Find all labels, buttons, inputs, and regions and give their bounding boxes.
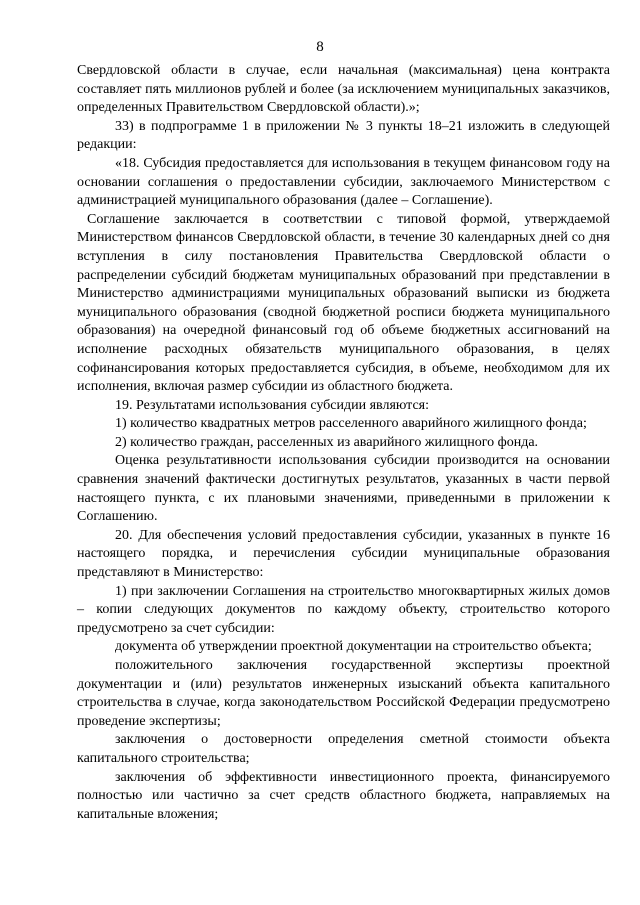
document-body xyxy=(77,62,610,824)
paragraph: 1) при заключении Соглашения на строительство многоквартирных жилых домов – копии следующих документов по каждому объекту, строительство которого предусмотрено за счет субсидии: xyxy=(77,583,610,636)
paragraph: 20. Для обеспечения условий предоставления субсидии, указанных в пункте 16 настоящего порядка, и перечисления субсидии муниципальные образования представляют в Министерство: xyxy=(77,527,610,581)
paragraph: 1) количество квадратных метров расселенного аварийного жилищного фонда; xyxy=(115,416,587,432)
paragraph: 33) в подпрограмме 1 в приложении № 3 пункты 18–21 изложить в следующей редакции: xyxy=(77,118,610,153)
page-number: 8 xyxy=(316,39,324,55)
paragraph: 19. Результатами использования субсидии являются: xyxy=(115,397,430,413)
paragraph: «18. Субсидия предоставляется для использования в текущем финансовом году на основании соглашения о предоставлении субсидии, заключаемого Министерством с администрацией муниципального образования (далее – Соглашение). xyxy=(77,155,610,209)
paragraph: Соглашение заключается в соответствии с типовой формой, утверждаемой Министерством финансов Свердловской области, в течение 30 календарных дней со дня вступления в силу постановления Правительства Свердловской области о распределении субсидий бюджетам муниципальных образований при представлении в Министерство администрациями муниципальных образований выписки из бюджета муниципального образования (сводной бюджетной росписи бюджета муниципального образования) на очередной финансовый год об объеме бюджетных ассигнований на исполнение расходных обязательств муниципального образования, в целях софинансирования которых предоставляется субсидия, в объеме, необходимом для их исполнения, включая размер субсидии из областного бюджета. xyxy=(77,211,610,395)
paragraph: заключения об эффективности инвестиционного проекта, финансируемого полностью или частично за счет средств областного бюджета, направляемых на капитальные вложения; xyxy=(77,769,610,822)
paragraph: Свердловской области в случае, если начальная (максимальная) цена контракта составляет пять миллионов рублей и более (за исключением муниципальных заказчиков, определенных Правительством Свердловской области).»; xyxy=(77,63,610,116)
paragraph: документа об утверждении проектной документации на строительство объекта; xyxy=(115,639,592,655)
paragraph: Оценка результативности использования субсидии производится на основании сравнения значений фактически достигнутых результатов, указанных в части первой настоящего пункта, с их плановыми значениями, приведенными в приложении к Соглашению. xyxy=(77,453,610,525)
paragraph: заключения о достоверности определения сметной стоимости объекта капитального строительства; xyxy=(77,732,610,766)
paragraph: положительного заключения государственной экспертизы проектной документации и (или) результатов инженерных изысканий объекта капитального строительства в случае, когда законодательством Российской Федерации предусмотрено проведение экспертизы; xyxy=(77,658,610,729)
paragraph: 2) количество граждан, расселенных из аварийного жилищного фонда. xyxy=(115,434,539,450)
